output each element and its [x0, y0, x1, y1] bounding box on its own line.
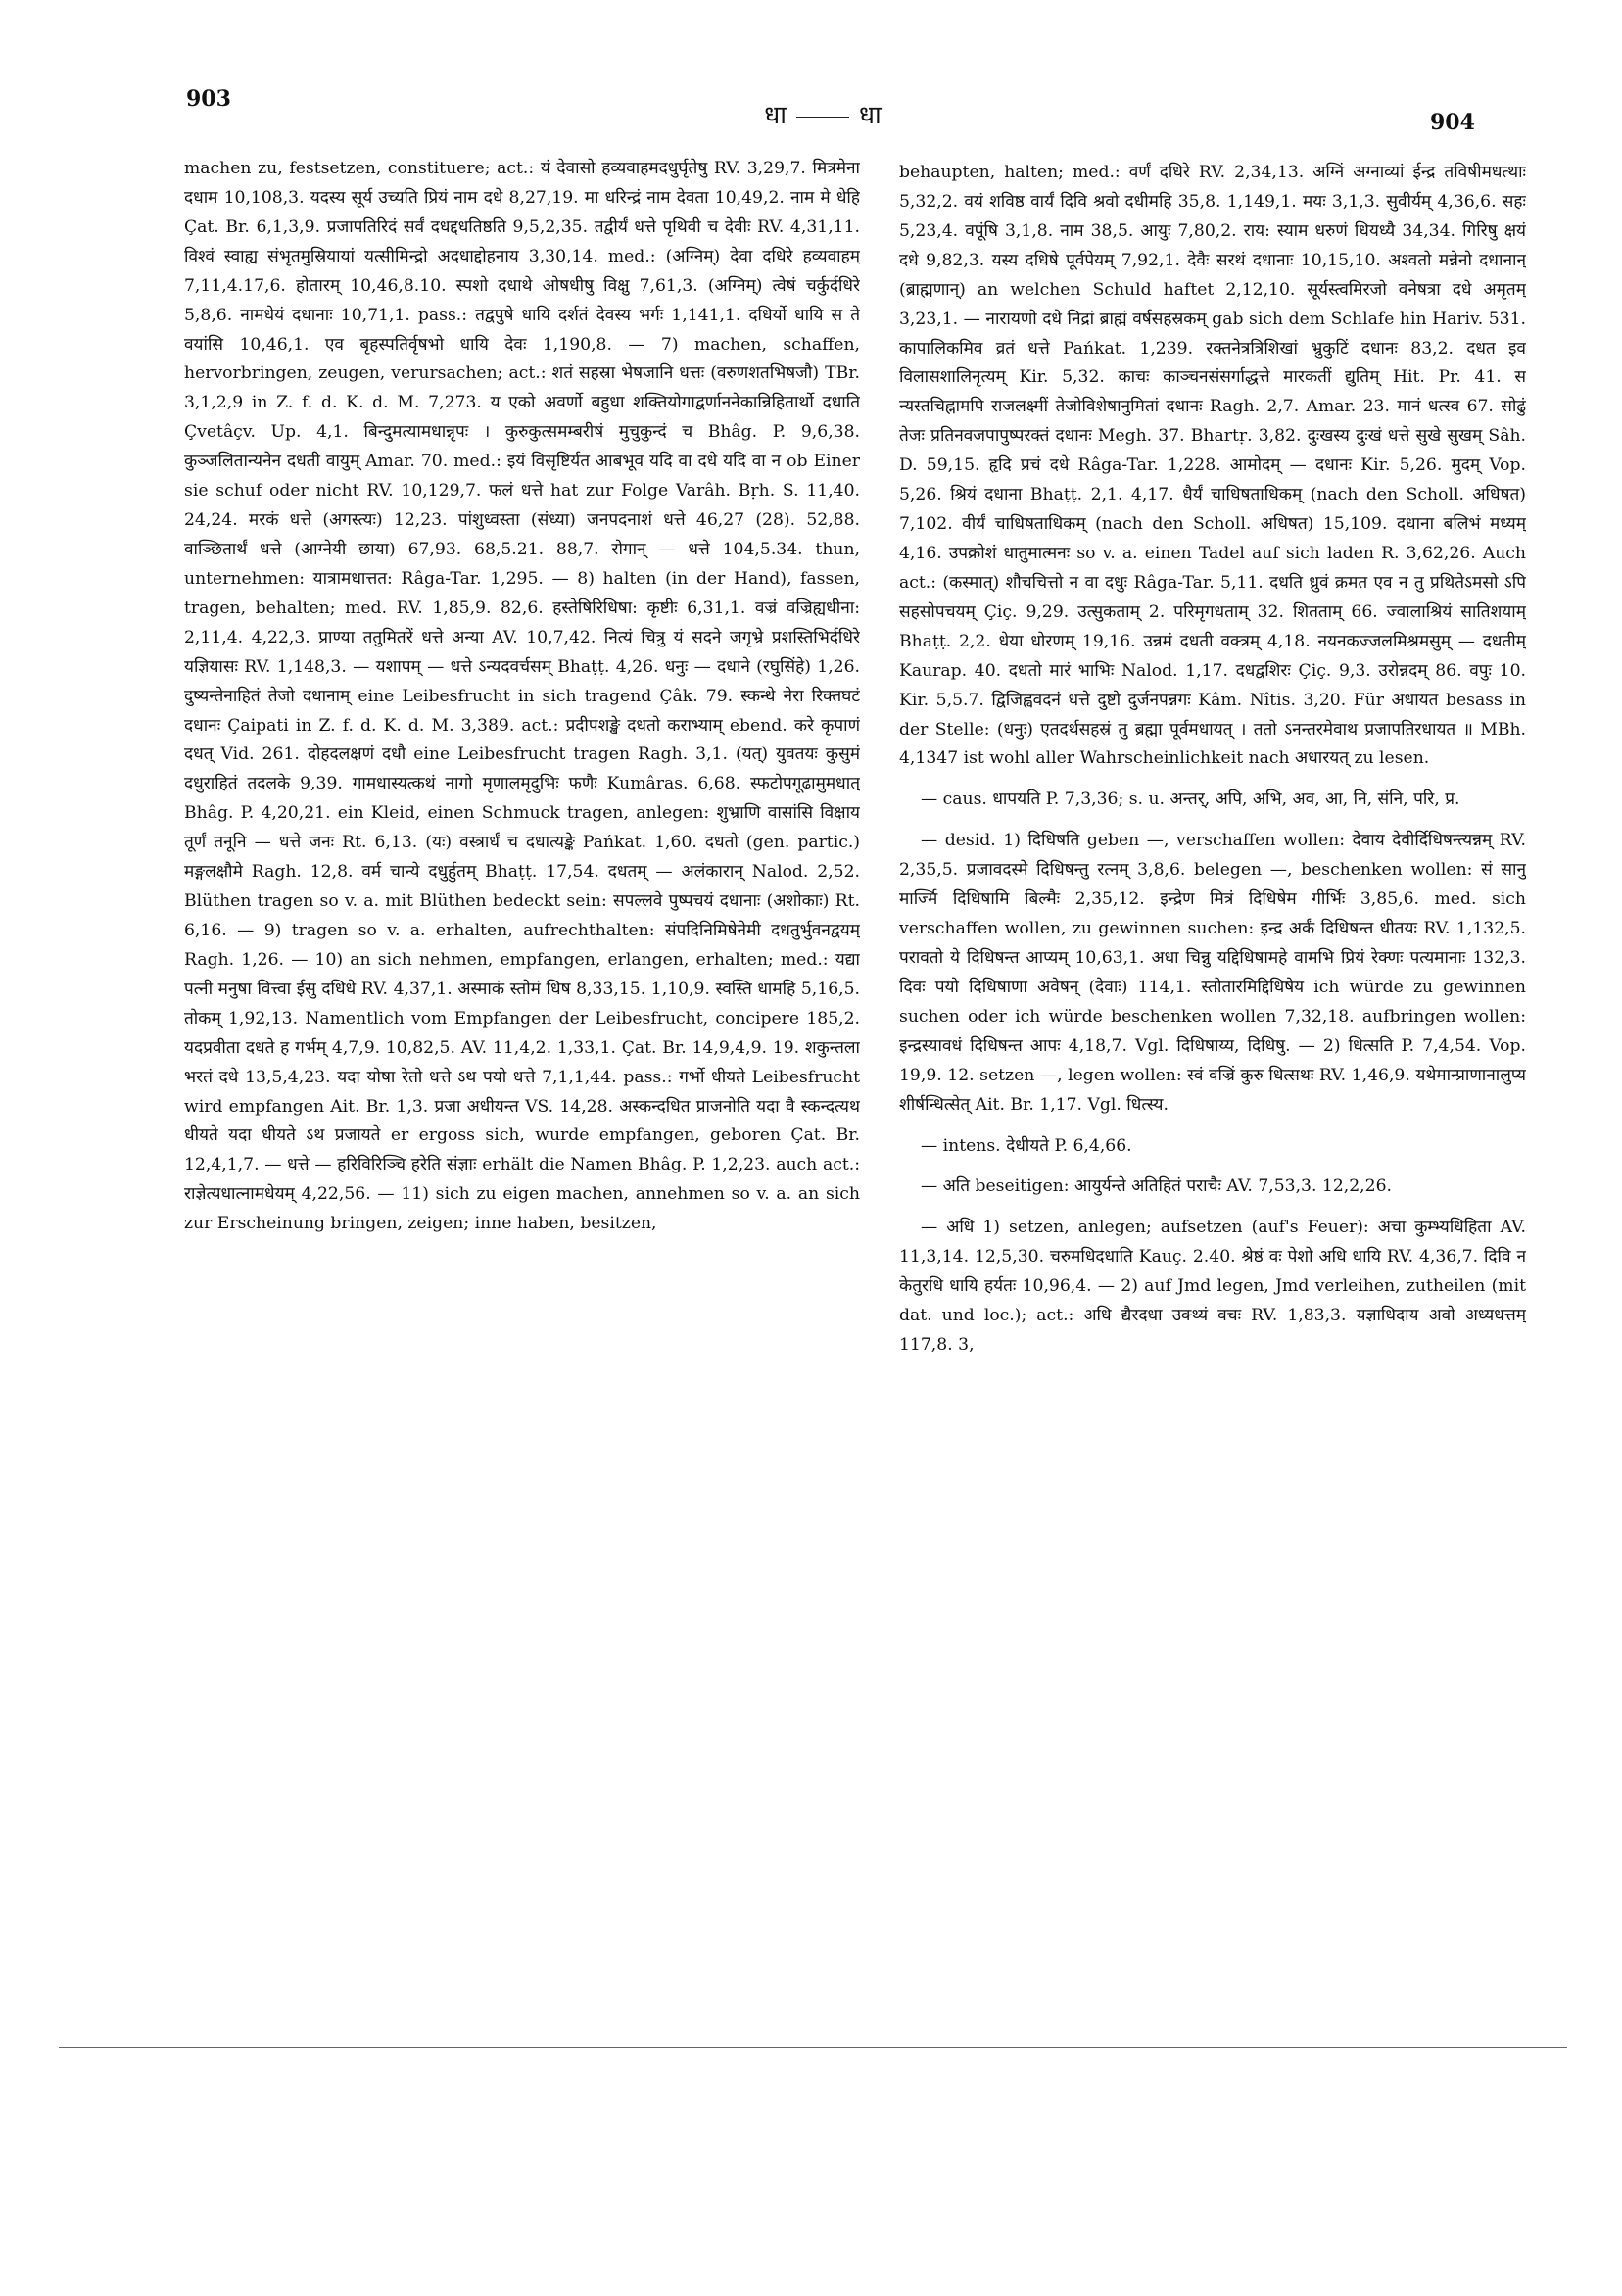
left-paragraph: machen zu, festsetzen, constituere; act.: यं देवासो हव्यवाहमदधुर्घृतेषु RV. 3,29,7. मित्रमेना दधाम 10,108,3. यदस्य सूर्य उच्यति प्रियं नाम दधे 8,27,19. मा धरिन्द्रं नाम देवता 10,49,2. नाम मे धेहि Çat. Br. 6,1,3,9. प्रजापतिरिदं सर्वं दधद्दधतिष्ठति 9,5,2,35. तद्वीर्यं धत्ते पृथिवी च देवीः RV. 4,31,11. विश्वं स्वाह्य संभृतमुस्रियायां यत्सीमिन्द्रो अदधाद्दोहनाय 3,30,14. med.: (अग्निम्) देवा दधिरे हव्यवाहम् 7,11,4.17,6. होतारम् 10,46,8.10. स्पशो दधाथे ओषधीषु विक्षु 7,61,3. (अग्निम्) त्वेषं चर्कुर्दधिरे 5,8,6. नामधेयं दधानाः 10,71,1. pass.: तद्वपुषे धायि दर्शतं देवस्य भर्गः 1,141,1. दधिर्यो धायि स ते वयांसि 10,46,1. एव बृहस्पतिर्वृषभो धायि देवः 1,190,8. — 7) machen, schaffen, hervorbringen, zeugen, verursachen; act.: शतं सहस्रा भेषजानि धत्तः (वरुणशतभिषजौ) TBr. 3,1,2,9 in Z. f. d. K. d. M. 7,273. य एको अवर्णो बहुधा शक्तियोगाद्वर्णाननेकान्निहितार्थो दधाति Çvetâçv. Up. 4,1. बिन्दुमत्यामधान्नृपः । कुरुकुत्समम्बरीषं मुचुकुन्दं च Bhâg. P. 9,6,38. कुञ्जलितान्यनेन दधती वायुम् Amar. 70. med.: इयं विसृष्टिर्यत आबभूव यदि वा दधे यदि वा न ob Einer sie schuf oder nicht RV. 10,129,7. फलं धत्ते hat zur Folge Varâh. Bṛh. S. 11,40. 24,24. मरकं धत्ते (अगस्त्यः) 12,23. पांशुध्वस्ता (संध्या) जनपदनाशं धत्ते 46,27 (28). 52,88. वाञ्छितार्थं धत्ते (आग्नेयी छाया) 67,93. 68,5.21. 88,7. रोगान् — धत्ते 104,5.34. thun, unternehmen: यात्रामधात्तत: Râga-Tar. 1,295. — 8) halten (in der Hand), fassen, tragen, behalten; med. RV. 1,85,9. 82,6. हस्तेषिरिधिषा: कृष्टीः 6,31,1. वज्रं वज्रिह्यधीना: 2,11,4. 4,22,3. प्राण्या ततुमितरें धत्ते अन्या AV. 10,7,42. नित्यं चित्रु यं सदने जगृभ्रे प्रशस्तिभिर्दधिरे यज्ञियासः RV. 1,148,3. — यशापम् — धत्ते ऽन्यदवर्चसम् Bhaṭṭ. 4,26. धनुः — दधाने (रघुसिंहे) 1,26. दुष्यन्तेनाहितं तेजो दधानाम् eine Leibesfrucht in sich tragend Çâk. 79. स्कन्धे नेरा रिक्तघटं दधानः Çaipati in Z. f. d. K. d. M. 3,389. act.: प्रदीपशङ्खे दधतो कराभ्याम् ebend. करे कृपाणं दधत् Vid. 261. दोहदलक्षणं दधौ eine Leibesfrucht tragen Ragh. 3,1. (यत्) युवतयः कुसुमं दधुराहितं तदलके 9,39. गामधास्यत्कथं नागो मृणालमृदुभिः फणैः Kumâras. 6,68. स्फटोपगूढामुमधात् Bhâg. P. 4,20,21. ein Kleid, einen Schmuck tragen, anlegen: शुभ्राणि वासांसि विक्षाय तूर्णं तनूनि — धत्ते जनः Rt. 6,13. (यः) वस्त्रार्धं च दधात्यङ्के Pańkat. 1,60. दधतो (gen. partic.) मङ्गलक्षौमे Ragh. 12,8. वर्म चान्ये दधुर्हुतम् Bhaṭṭ. 17,54. दधतम् — अलंकारान् Nalod. 2,52. Blüthen tragen so v. a. mit Blüthen bedeckt sein: सपल्लवे पुष्पचयं दधानाः (अशोकाः) Rt. 6,16. — 9) tragen so v. a. erhalten, aufrechthalten: संपदिनिमिषेनेमी दधतुर्भुवनद्वयम् Ragh. 1,26. — 10) an sich nehmen, empfangen, erlangen, erhalten; med.: यद्या पत्नी मनुषा वित्त्वा ईसु दधिधे RV. 4,37,1. अस्माकं स्तोमं धिष 8,33,15. 1,10,9. स्वस्ति धामहि 5,16,5. तोकम् 1,92,13. Namentlich vom Empfangen der Leibesfrucht, concipere 185,2. यदप्रवीता दधते ह गर्भम् 4,7,9. 10,82,5. AV. 11,4,2. 1,33,1. Çat. Br. 14,9,4,9. 19. शकुन्तला भरतं दधे 13,5,4,23. यदा योषा रेतो धत्ते ऽथ पयो धत्ते 7,1,1,44. pass.: गर्भो धीयते Leibesfrucht wird empfangen Ait. Br. 1,3. प्रजा अधीयन्त VS. 14,28. अस्कन्दधित प्राजनोति यदा वै स्कन्दत्यथ धीयते यदा धीयते ऽथ प्रजायते er ergoss sich, wurde empfangen, geboren Çat. Br. 12,4,1,7. — धत्ते — हरिविरिञ्चि हरेति संज्ञाः erhält die Namen Bhâg. P. 1,2,23. auch act.: राज्ञेत्यधात्नामधेयम् 4,22,56. — 11) sich zu eigen machen, annehmen so v. a. an sich zur Erscheinung bringen, zeigen; inne haben, besitzen,: [184, 159, 860, 1234]
headword-right: धा: [859, 101, 882, 130]
page-number-right: 904: [1430, 110, 1475, 135]
headword-left: धा: [764, 101, 787, 130]
desid-entry: — desid. 1) दिधिषति geben —, verschaffen wollen: देवाय देवीर्दिधिषन्त्यन्नम् RV. 2,35,5. प्रजावदस्मे दिधिषन्तु रत्नम् 3,8,6. belegen —, beschenken wollen: सं सानु मार्ज्मि दिधिषामि बिल्मैः 2,35,12. इन्द्रेण मित्रं दिधिषेम गीर्भिः 3,85,6. med. sich verschaffen wollen, zu gewinnen suchen: इन्द्र अर्कं दिधिषन्त धीतयः RV. 1,132,5. परावतो ये दिधिषन्त आप्यम् 10,63,1. अधा चिन्नु यद्दिधिषामहे वामभि प्रियं रेक्णः पत्यमानाः 132,3. दिवः पयो दिधिषाणा अवेषन् (देवाः) 114,1. स्तोतारमिद्दिधिषेय ich würde zu gewinnen suchen oder ich würde beschenken wollen 7,32,18. aufbringen wollen: इन्द्रस्यावधं दिधिषन्त आपः 4,18,7. Vgl. दिधिषाय्य, दिधिषु. — 2) धित्सति P. 7,4,54. Vop. 19,9. 12. setzen —, legen wollen: स्वं वज्रिं कुरु धित्सथः RV. 1,46,9. यथेमान्प्राणानालुप्य शीर्षन्धित्सेत् Ait. Br. 1,17. Vgl. धित्स्य.: [899, 831, 1526, 1115]
running-headword: [715, 96, 930, 131]
page-number-left: 903: [186, 86, 231, 112]
caus-entry: — caus. धापयति P. 7,3,36; s. u. अन्तर्, अपि, अभि, अव, आ, नि, संनि, परि, प्र.: [921, 789, 1460, 810]
intens-entry: — intens. देधीयते P. 6,4,66.: [921, 1135, 1132, 1156]
right-paragraph: behaupten, halten; med.: वर्णं दधिरे RV. 2,34,13. अग्निं अग्नाव्यां ईन्द्र तविषीमधत्थाः 5,32,2. वयं शविष्ठ वार्यं दिवि श्रवो दधीमहि 35,8. 1,149,1. मयः 3,1,3. सुवीर्यम् 4,36,6. सहः 5,23,4. वपूंषि 3,1,8. नाम 38,5. आयुः 7,80,2. राय: स्याम धरुणं धियध्यै 34,34. गिरिषु क्षयं दधे 9,82,3. यस्य दधिषे पूर्वपेयम् 7,92,1. देवैः सरथं दधानाः 10,15,10. अश्वतो मन्नेनो दधानान् (ब्राह्मणान्) an welchen Schuld haftet 2,12,10. सूर्यस्त्वमिरजो वनेषत्रा दधे अमृतम् 3,23,1. — नारायणो दधे निद्रां ब्राह्मं वर्षसहस्रकम् gab sich dem Schlafe hin Hariv. 531. कापालिकमिव व्रतं धत्ते Pańkat. 1,239. रक्तनेत्रत्रिशिखां भ्रुकुटिं दधानः 83,2. दधत इव विलासशालिनृत्यम् Kir. 5,32. काचः काञ्चनसंसर्गाद्धत्ते मारकतीं द्युतिम् Hit. Pr. 41. स न्यस्तचिह्नामपि राजलक्ष्मीं तेजोविशेषानुमितां दधानः Ragh. 2,7. Amar. 23. मानं धत्स्व 67. सोढुं तेजः प्रतिनवजपापुष्परक्तं दधानः Megh. 37. Bhartṛ. 3,82. दुःखस्य दुःखं धत्ते सुखे सुखम् Sâh. D. 59,15. हृदि प्रचं दधे Râga-Tar. 1,228. आमोदम् — दधानः Kir. 5,26. मुदम् Vop. 5,26. श्रियं दधाना Bhaṭṭ. 2,1. 4,17. धैर्यं चाधिषताधिकम् (nach den Scholl. अधिषत) 7,102. वीर्यं चाधिषताधिकम् (nach den Scholl. अधिषत) 15,109. दधाना बलिभं मध्यम् 4,16. उपक्रोशं धातुमात्मनः so v. a. einen Tadel auf sich laden R. 3,62,26. Auch act.: (कस्मात्) शौचचित्तो न वा दधुः Râga-Tar. 5,11. दधति ध्रुवं क्रमत एव न तु प्रथितेऽमसो ऽपि सहसोपचयम् Çiç. 9,29. उत्सुकताम् 2. परिमृगधताम् 32. शितताम् 66. ज्वालाश्रियं सातिशयाम् Bhaṭṭ. 2,2. धेया धोरणम् 19,16. उन्नमं दधती वक्त्रम् 4,18. नयनकज्जलमिश्रमसुम् — दधतीम् Kaurap. 40. दधतो मारं भाभिः Nalod. 1,17. दधद्वशिरः Çiç. 9,3. उरोन्नदम् 86. वपुः 10. Kir. 5,5.7. द्विजिह्ववदनं धत्ते दुष्टो दुर्जनपन्नगः Kâm. Nîtis. 3,20. Für अधायत besass in der Stelle: (धनुः) एतदर्थसहस्रं तु ब्रह्मा पूर्वमधायत् । ततो ऽनन्तरमेवाथ प्रजापतिरधायत ॥ MBh. 4,1347 ist wohl aller Wahrscheinlichkeit nach अधारयत् zu lesen.: [899, 163, 1526, 769]
ati-entry: — अति beseitigen: आयुर्यन्ते अतिहितं पराचैः AV. 7,53,3. 12,2,26.: [921, 1176, 1392, 1197]
left-column: [184, 155, 860, 2026]
footer-rule: [59, 2047, 1567, 2048]
headword-dash: [796, 117, 849, 118]
adhi-entry: — अधि 1) setzen, anlegen; aufsetzen (auf's Feuer): अचा कुम्भ्यधिहिता AV. 11,3,14. 12,5,30. चरुमधिदधाति Kauç. 2.40. श्रेष्ठं वः पेशो अधि धायि RV. 4,36,7. दिवि न केतुरधि धायि हर्यतः 10,96,4. — 2) auf Jmd legen, Jmd verleihen, zutheilen (mit dat. und loc.); act.: अधि द्यैरदधा उक्थ्यं वचः RV. 1,83,3. यज्ञाधिदाय अवो अध्यधत्तम् 117,8. 3,: [899, 1218, 1526, 1356]
right-column: [899, 159, 1526, 2030]
